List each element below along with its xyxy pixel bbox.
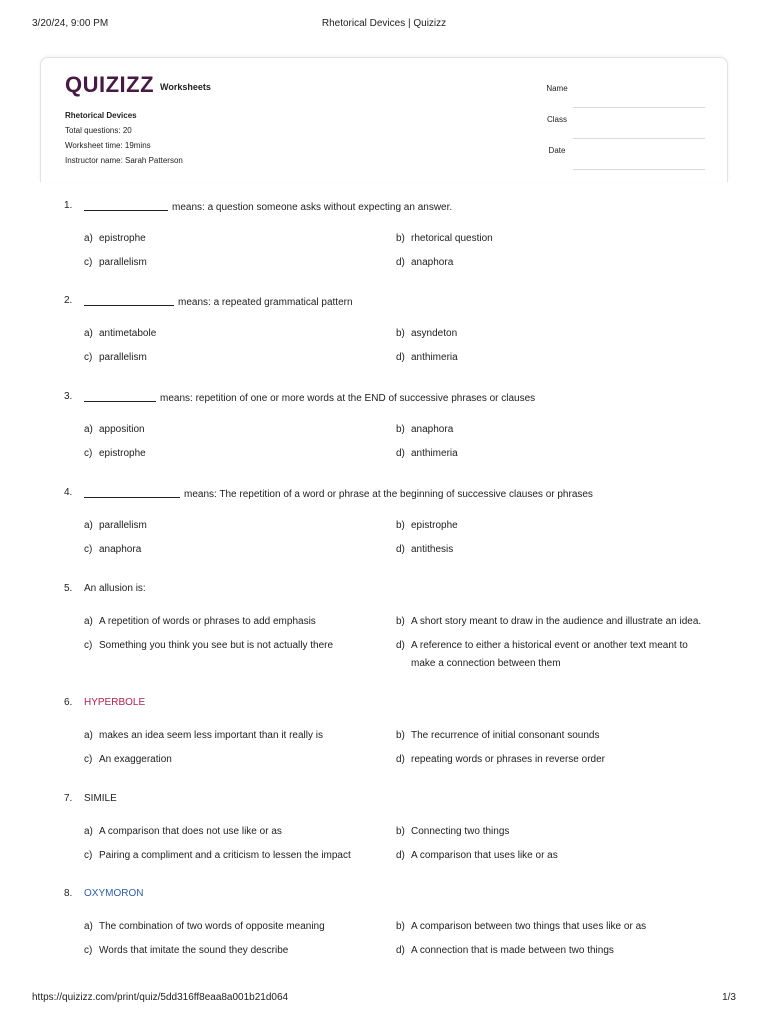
question-line <box>64 583 704 601</box>
answer-blank[interactable] <box>84 487 180 498</box>
option-text <box>411 751 605 769</box>
question-text: means: repetition of one or more words at the END of successive phrases or clauses <box>160 393 536 404</box>
option-text-line: A comparison between two things that uses like or as <box>411 921 647 932</box>
option-text <box>99 823 282 841</box>
question-text-wrap <box>84 295 353 308</box>
question-number: 5. <box>64 583 73 594</box>
option-label: b) <box>396 424 405 435</box>
option-label: a) <box>84 520 93 531</box>
question-number: 6. <box>64 697 73 708</box>
option-text <box>99 421 145 439</box>
option-text-line: apposition <box>99 424 145 435</box>
option-text <box>411 541 453 559</box>
option-text-line: The combination of two words of opposite meaning <box>99 921 325 932</box>
answer-blank[interactable] <box>84 295 174 306</box>
print-footer <box>32 992 736 1006</box>
option-text <box>99 230 146 248</box>
option-text-line: epistrophe <box>99 448 146 459</box>
logo-wordmark: QUIZIZZ <box>65 72 155 97</box>
question-text-wrap <box>84 697 145 708</box>
question-number: 4. <box>64 487 73 498</box>
option-label: b) <box>396 233 405 244</box>
page-number: 1/3 <box>722 992 736 1003</box>
question-text-wrap <box>84 888 143 899</box>
quiz-meta <box>65 108 183 168</box>
option-text-line: The recurrence of initial consonant sounds <box>411 730 600 741</box>
option-text <box>99 541 141 559</box>
question-line <box>64 888 704 906</box>
option-text-line: An exaggeration <box>99 754 172 765</box>
option-label: c) <box>84 448 93 459</box>
option-text-line: anthimeria <box>411 352 458 363</box>
print-header <box>32 18 736 32</box>
student-fields <box>541 78 705 171</box>
question-5 <box>64 583 704 669</box>
option-label: b) <box>396 520 405 531</box>
option-text <box>99 847 351 865</box>
date-field-row <box>541 140 705 171</box>
option-text-line: A comparison that does not use like or as <box>99 826 282 837</box>
question-number: 7. <box>64 793 73 804</box>
option-text <box>411 823 509 841</box>
question-text-wrap <box>84 583 146 594</box>
option-text-line: A repetition of words or phrases to add emphasis <box>99 616 316 627</box>
question-line <box>64 295 704 313</box>
option-text-line: anaphora <box>411 257 454 268</box>
option-label: d) <box>396 352 405 363</box>
option-text-line: asyndeton <box>411 328 458 339</box>
option-label: c) <box>84 945 93 956</box>
question-text: An allusion is: <box>84 583 146 594</box>
print-page-title: Rhetorical Devices | Quizizz <box>321 18 447 29</box>
option-text-line: parallelism <box>99 257 147 268</box>
option-label: c) <box>84 352 93 363</box>
question-line <box>64 200 704 218</box>
name-field-row <box>541 78 705 109</box>
option-text <box>99 517 147 535</box>
logo-product: Worksheets <box>160 82 211 92</box>
option-text <box>99 613 316 631</box>
option-text-line: anaphora <box>411 424 454 435</box>
question-line <box>64 391 704 409</box>
option-text <box>99 637 333 655</box>
option-label: d) <box>396 945 405 956</box>
answer-blank[interactable] <box>84 200 168 211</box>
page-url: https://quizizz.com/print/quiz/5dd316ff8eaa8a001b21d064 <box>32 992 289 1003</box>
question-text: means: a repeated grammatical pattern <box>178 297 353 308</box>
question-8 <box>64 888 704 956</box>
option-text <box>99 254 147 272</box>
option-text <box>411 613 701 631</box>
option-text-line: anthimeria <box>411 448 458 459</box>
print-datetime: 3/20/24, 9:00 PM <box>32 18 109 29</box>
option-text <box>99 918 325 936</box>
option-text-line: Words that imitate the sound they describe <box>99 945 289 956</box>
option-label: a) <box>84 233 93 244</box>
option-text <box>99 325 156 343</box>
option-text-line: anaphora <box>99 544 142 555</box>
option-text-line: epistrophe <box>99 233 146 244</box>
option-label: a) <box>84 328 93 339</box>
option-text-line: Connecting two things <box>411 826 510 837</box>
total-questions: Total questions: 20 <box>65 126 132 135</box>
option-text <box>411 445 458 463</box>
class-field-row <box>541 109 705 140</box>
option-text-line: A short story meant to draw in the audience and illustrate an idea. <box>411 616 702 627</box>
question-text: HYPERBOLE <box>84 697 146 708</box>
option-text-line: A comparison that uses like or as <box>411 850 558 861</box>
question-text-wrap <box>84 200 452 213</box>
option-label: c) <box>84 754 93 765</box>
option-label: c) <box>84 640 93 651</box>
class-label: Class <box>546 115 567 124</box>
question-text-wrap <box>84 487 593 500</box>
option-text-line: epistrophe <box>411 520 458 531</box>
worksheet-time: Worksheet time: 19mins <box>65 141 151 150</box>
option-text <box>411 918 646 936</box>
option-text <box>99 349 147 367</box>
quiz-name: Rhetorical Devices <box>65 111 137 120</box>
option-text-line: parallelism <box>99 352 147 363</box>
question-line <box>64 697 704 715</box>
option-text <box>411 637 688 673</box>
option-text <box>411 230 493 248</box>
question-6 <box>64 697 704 765</box>
option-text <box>411 325 457 343</box>
question-number: 8. <box>64 888 73 899</box>
name-field[interactable] <box>573 91 705 108</box>
option-label: a) <box>84 424 93 435</box>
option-label: d) <box>396 640 405 651</box>
option-text-line: parallelism <box>99 520 147 531</box>
question-number: 1. <box>64 200 73 211</box>
option-text <box>411 727 599 745</box>
question-text: means: The repetition of a word or phrase at the beginning of successive clauses or phrases <box>184 489 593 500</box>
date-label: Date <box>548 146 566 155</box>
option-text <box>99 727 323 745</box>
option-label: d) <box>396 257 405 268</box>
option-label: b) <box>396 328 405 339</box>
option-text <box>411 847 558 865</box>
question-7 <box>64 793 704 861</box>
option-text-line: Pairing a compliment and a criticism to lessen the impact <box>99 850 351 861</box>
question-text: SIMILE <box>84 793 117 804</box>
question-number: 2. <box>64 295 73 306</box>
instructor-name: Instructor name: Sarah Patterson <box>65 156 183 165</box>
option-text-line: repeating words or phrases in reverse order <box>411 754 605 765</box>
option-text <box>411 349 458 367</box>
option-text-line: antithesis <box>411 544 454 555</box>
option-text-line: rhetorical question <box>411 233 493 244</box>
option-label: b) <box>396 730 405 741</box>
option-text-line: A reference to either a historical event or another text meant to <box>411 640 688 651</box>
option-label: c) <box>84 257 93 268</box>
name-label: Name <box>546 84 568 93</box>
question-text-wrap <box>84 793 117 804</box>
option-label: c) <box>84 544 93 555</box>
option-text <box>99 751 172 769</box>
option-label: a) <box>84 616 93 627</box>
option-label: b) <box>396 616 405 627</box>
option-label: a) <box>84 730 93 741</box>
option-label: d) <box>396 754 405 765</box>
worksheet-header-card <box>40 57 728 182</box>
option-text <box>411 942 614 960</box>
question-line <box>64 487 704 505</box>
option-text-line: makes an idea seem less important than it really is <box>99 730 323 741</box>
option-text <box>99 445 146 463</box>
option-label: b) <box>396 826 405 837</box>
option-text-line: A connection that is made between two things <box>411 945 614 956</box>
option-text-line-2: make a connection between them <box>411 658 561 669</box>
option-label: d) <box>396 850 405 861</box>
option-text <box>411 254 453 272</box>
option-text-line: Something you think you see but is not actually there <box>99 640 334 651</box>
option-text-line: antimetabole <box>99 328 157 339</box>
date-field[interactable] <box>573 153 705 170</box>
question-1 <box>64 200 704 268</box>
answer-blank[interactable] <box>84 391 156 402</box>
option-text <box>411 517 458 535</box>
question-3 <box>64 391 704 459</box>
option-label: b) <box>396 921 405 932</box>
question-2 <box>64 295 704 363</box>
option-text <box>99 942 288 960</box>
question-4 <box>64 487 704 555</box>
question-text: means: a question someone asks without expecting an answer. <box>172 202 453 213</box>
option-label: a) <box>84 921 93 932</box>
class-field[interactable] <box>573 122 705 139</box>
question-text-wrap <box>84 391 535 404</box>
option-label: d) <box>396 448 405 459</box>
option-label: a) <box>84 826 93 837</box>
question-line <box>64 793 704 811</box>
question-number: 3. <box>64 391 73 402</box>
option-label: c) <box>84 850 93 861</box>
question-text: OXYMORON <box>84 888 144 899</box>
option-text <box>411 421 453 439</box>
option-label: d) <box>396 544 405 555</box>
quizizz-logo <box>65 74 211 96</box>
